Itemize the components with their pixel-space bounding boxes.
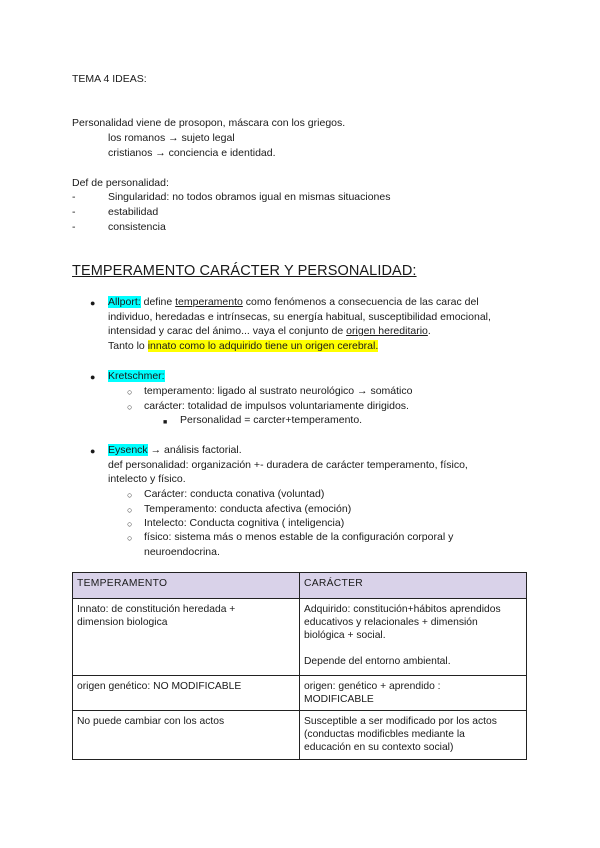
cell-line: Depende del entorno ambiental. bbox=[304, 656, 451, 667]
circle-bullet-icon: ○ bbox=[127, 490, 133, 500]
kretschmer-line bbox=[108, 369, 165, 384]
table-row bbox=[73, 599, 527, 676]
intro-line-2: los romanos → sujeto legal bbox=[108, 132, 235, 144]
allport-line-4 bbox=[108, 339, 528, 354]
bullet-icon: ● bbox=[90, 372, 96, 382]
comparison-table bbox=[72, 572, 527, 760]
cell-line: Adquirido: constitución+hábitos aprendidos bbox=[304, 604, 501, 615]
allport-term: temperamento bbox=[175, 296, 243, 308]
cell-line: biológica + social. bbox=[304, 630, 386, 641]
allport-text: Tanto lo bbox=[108, 339, 148, 352]
table-header-row bbox=[73, 573, 527, 599]
table-header-temperamento: TEMPERAMENTO bbox=[73, 573, 300, 599]
dash-bullet: - bbox=[72, 221, 76, 233]
bullet-icon: ● bbox=[90, 298, 96, 308]
table-cell bbox=[300, 599, 527, 676]
allport-text: define bbox=[140, 296, 176, 308]
table-row bbox=[73, 676, 527, 711]
allport-line-3 bbox=[108, 324, 528, 339]
table-cell bbox=[73, 599, 300, 676]
dash-bullet: - bbox=[72, 191, 76, 203]
cell-line: No puede cambiar con los actos bbox=[77, 716, 225, 727]
table-header-caracter: CARÁCTER bbox=[300, 573, 527, 599]
definition-item: Singularidad: no todos obramos igual en mismas situaciones bbox=[108, 191, 391, 203]
eysenck-sub-4: físico: sistema más o menos estable de la configuración corporal y bbox=[144, 531, 454, 543]
kretschmer-sub-1: temperamento: ligado al sustrato neurológico → somático bbox=[144, 385, 413, 397]
eysenck-block bbox=[108, 443, 528, 487]
circle-bullet-icon: ○ bbox=[127, 387, 133, 397]
cell-line: dimension biologica bbox=[77, 617, 168, 628]
table-cell bbox=[73, 711, 300, 760]
intro-line-3: cristianos → conciencia e identidad. bbox=[108, 147, 276, 159]
cell-line: origen: genético + aprendido : bbox=[304, 681, 441, 692]
definition-heading: Def de personalidad: bbox=[72, 177, 169, 189]
allport-line-1 bbox=[108, 295, 528, 310]
table-cell bbox=[73, 676, 300, 711]
eysenck-sub-2: Temperamento: conducta afectiva (emoción) bbox=[144, 503, 352, 515]
intro-line-1: Personalidad viene de prosopon, máscara con los griegos. bbox=[72, 117, 346, 129]
allport-line-2: individuo, heredadas e intrínsecas, su energía habitual, susceptibilidad emocional, bbox=[108, 310, 491, 323]
allport-term: origen hereditario bbox=[346, 325, 428, 337]
section-heading: TEMPERAMENTO CARÁCTER Y PERSONALIDAD: bbox=[72, 263, 417, 279]
definition-item: consistencia bbox=[108, 221, 166, 233]
circle-bullet-icon: ○ bbox=[127, 402, 133, 412]
table-cell bbox=[300, 711, 527, 760]
table-row bbox=[73, 711, 527, 760]
eysenck-line-2: def personalidad: organización +- duradera de carácter temperamento, físico, bbox=[108, 458, 468, 471]
eysenck-sub-1: Carácter: conducta conativa (voluntad) bbox=[144, 488, 325, 500]
eysenck-text: → análisis factorial. bbox=[147, 444, 242, 456]
definition-item: estabilidad bbox=[108, 206, 159, 218]
eysenck-name: Eysenck bbox=[108, 444, 148, 456]
cell-line: Innato: de constitución heredada + bbox=[77, 604, 236, 615]
bullet-icon: ● bbox=[90, 446, 96, 456]
cell-line: MODIFICABLE bbox=[304, 694, 374, 705]
circle-bullet-icon: ○ bbox=[127, 519, 133, 529]
cell-line: origen genético: NO MODIFICABLE bbox=[77, 681, 242, 692]
cell-line: educativos y relacionales + dimensión bbox=[304, 617, 478, 628]
eysenck-sub-4-cont: neuroendocrina. bbox=[144, 546, 220, 558]
kretschmer-name: Kretschmer: bbox=[108, 370, 165, 382]
table-cell bbox=[300, 676, 527, 711]
eysenck-line-1 bbox=[108, 443, 528, 458]
dash-bullet: - bbox=[72, 206, 76, 218]
allport-text: como fenómenos a consecuencia de las carac del bbox=[242, 296, 479, 308]
allport-block bbox=[108, 295, 528, 353]
square-bullet-icon: ■ bbox=[163, 419, 168, 426]
cell-line: Susceptible a ser modificado por los actos bbox=[304, 716, 497, 727]
cell-line: educación en su contexto social) bbox=[304, 742, 454, 753]
circle-bullet-icon: ○ bbox=[127, 505, 133, 515]
doc-title: TEMA 4 IDEAS: bbox=[72, 73, 147, 85]
allport-text: . bbox=[427, 325, 431, 337]
circle-bullet-icon: ○ bbox=[127, 533, 133, 543]
allport-name: Allport: bbox=[108, 296, 141, 308]
eysenck-sub-3: Intelecto: Conducta cognitiva ( inteligencia) bbox=[144, 517, 345, 529]
allport-highlight: innato como lo adquirido tiene un origen cerebral. bbox=[147, 339, 379, 352]
kretschmer-sub-2: carácter: totalidad de impulsos voluntariamente dirigidos. bbox=[144, 400, 409, 412]
eysenck-line-3: intelecto y físico. bbox=[108, 473, 186, 485]
allport-text: intensidad y carac del ánimo... vaya el conjunto de bbox=[108, 325, 347, 337]
cell-line: (conductas modificbles mediante la bbox=[304, 729, 465, 740]
kretschmer-subsub: Personalidad = carcter+temperamento. bbox=[180, 414, 363, 426]
